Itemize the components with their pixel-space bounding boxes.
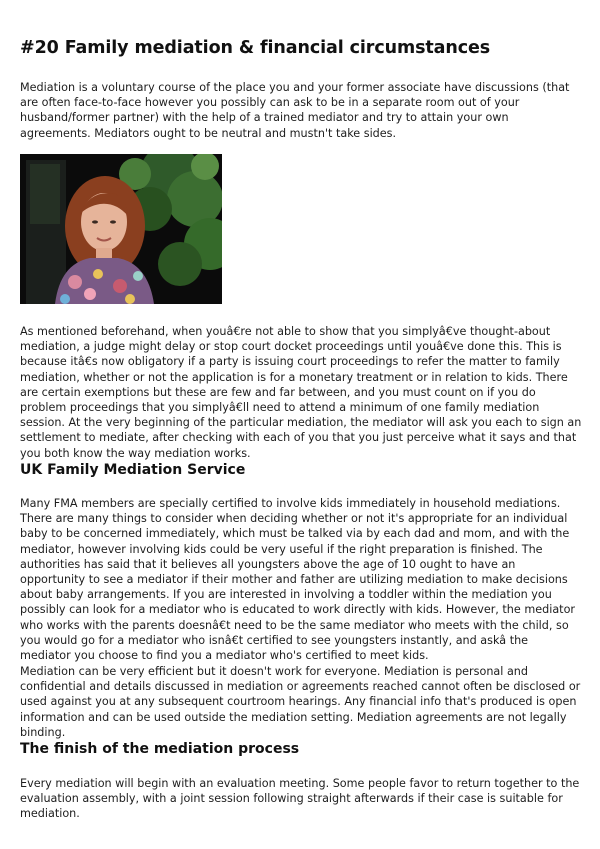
article-photo [20,154,222,304]
section-heading-uk-family-mediation: UK Family Mediation Service [20,462,246,478]
section1-paragraph-1: Many FMA members are specially certified to involve kids immediately in household mediations. There are many things to consider when deciding whether or not it's appropriate for an individual baby to be concerned immediately, which must be talked via by each dad and mom, and with the mediator, however involving kids could be very useful if the right preparation is finished. The authorities has said that it believes all youngsters above the age of 10 ought to have an opportunity to see a mediator if their mother and father are utilizing mediation to make decisions about baby arrangements. If you are interested in involving a toddler within the mediation you possibly can look for a mediator who is educated to work directly with kids. However, the mediator who works with the parents doesnâ€t need to be the same mediator who meets with the child, so you would go for a mediator who isnâ€t certified to see youngsters instantly, and askâ the mediator you choose to find you a mediator who's certified to meet kids. [20,497,576,663]
section1-paragraph-2: Mediation can be very efficient but it doesn't work for everyone. Mediation is personal and confidential and details discussed in mediation or agreements reached cannot often be disclosed or used against you at any subsequent courtroom hearings. Any financial info that's produced is open information and can be used outside the mediation setting. Mediation agreements are not legally binding. [20,665,581,739]
body-paragraph-1: As mentioned beforehand, when youâ€re not able to show that you simplyâ€ve thought-about mediation, a judge might delay or stop court docket proceedings until youâ€ve done this. This is because itâ€s now obligatory if a party is issuing court proceedings to refer the matter to family mediation, whether or not the application is for a monetary treatment or in relation to kids. There are certain exemptions but these are few and far between, and you must count on if you do problem proceedings that you simplyâ€ll need to attend a minimum of one family mediation session. At the very beginning of the particular mediation, the mediator will ask you each to sign an settlement to mediate, after checking with each of you that you just perceive what it says and that you both know the way mediation works. [20,325,582,460]
section-heading-finish-of-mediation: The finish of the mediation process [20,741,300,757]
article-title: #20 Family mediation & financial circumstances [20,38,491,58]
intro-paragraph: Mediation is a voluntary course of the place you and your former associate have discussions (that are often face-to-face however you possibly can ask to be in a separate room out of your husband/former partner) with the help of a trained mediator and try to attain your own agreements. Mediators ought to be neutral and mustn't take sides. [20,81,570,140]
section2-paragraph-1: Every mediation will begin with an evaluation meeting. Some people favor to return together to the evaluation assembly, with a joint session following straight afterwards if their case is suitable for mediation. [20,777,580,821]
